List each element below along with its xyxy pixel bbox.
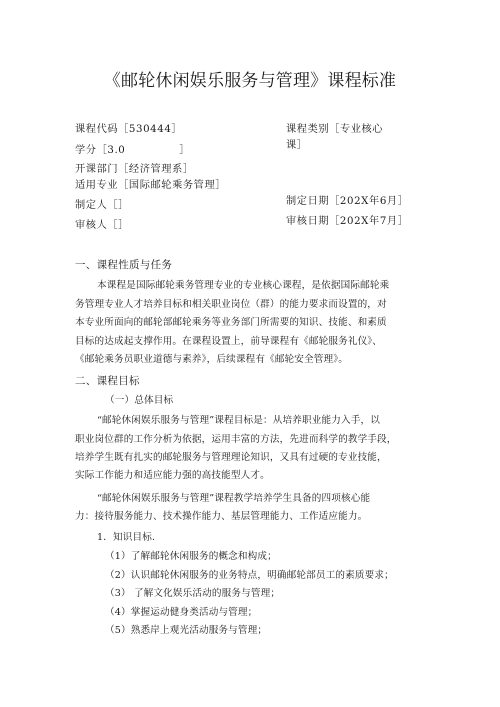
paragraph-line: 实际工作能力和适应能力强的高技能型人才。 (75, 470, 270, 481)
applicable-major: 适用专业［国际邮轮乘务管理］ (75, 180, 227, 191)
author: 制定人［］ (75, 200, 129, 211)
paragraph-line: 培养学生既有扎实的邮轮服务与管理理论知识，又具有过硬的专业技能， (75, 452, 387, 463)
section-heading-nature: 一、课程性质与任务 (75, 259, 173, 271)
date-made: 制定日期［202X年6月］ (286, 196, 409, 207)
paragraph-line: 《邮轮乘务员职业道德与素养》，后续课程有《邮轮安全管理》。 (75, 354, 348, 365)
paragraph-line: 目标的达成起支撑作用。在课程设置上，前导课程有《邮轮服务礼仪》、 (75, 336, 382, 347)
list-item: （3） 了解文化娱乐活动的服务与管理； (105, 588, 281, 599)
course-type-continued: 课］ (286, 140, 308, 151)
reviewer: 审核人［］ (75, 220, 129, 231)
list-item: （5）熟悉岸上观光活动服务与管理； (105, 625, 268, 636)
list-item: （4）掌握运动健身类活动与管理； (105, 607, 258, 618)
section-heading-objectives: 二、课程目标 (75, 375, 140, 387)
subheading-overall-goal: （一）总体目标 (105, 395, 174, 406)
credits: 学分［3.0 ］ (75, 145, 191, 156)
date-reviewed: 审核日期［202X年7月］ (286, 216, 409, 227)
paragraph-line: 职业岗位群的工作分析为依据，运用丰富的方法，先进而科学的教学手段， (75, 434, 397, 445)
paragraph-line: 力：接待服务能力、技术操作能力、基层管理能力、工作适应能力。 (75, 511, 368, 522)
course-type: 课程类别［专业核心 (286, 124, 384, 135)
knowledge-goal-heading: 1．知识目标. (97, 532, 156, 543)
course-code: 课程代码［530444］ (75, 124, 183, 135)
list-item: （1）了解邮轮休闲服务的概念和构成； (105, 551, 277, 562)
department: 开课部门［经济管理系］ (75, 164, 194, 175)
paragraph-line: 本专业所面向的邮轮部邮轮乘务等业务部门所需要的知识、技能、和素质 (75, 317, 387, 328)
page-title: 《邮轮休闲娱乐服务与管理》课程标准 (103, 71, 397, 91)
paragraph-line: “邮轮休闲娱乐服务与管理”课程教学培养学生具备的四项核心能 (97, 493, 371, 504)
paragraph-line: 本课程是国际邮轮乘务管理专业的专业核心课程，是依据国际邮轮乘 (97, 280, 390, 291)
list-item: （2）认识邮轮休闲服务的业务特点，明确邮轮部员工的素质要求； (105, 570, 394, 581)
paragraph-line: 务管理专业人才培养目标和相关职业岗位（群）的能力要求而设置的，对 (75, 299, 387, 310)
paragraph-line: “邮轮休闲娱乐服务与管理”课程目标是：从培养职业能力入手，以 (97, 415, 380, 426)
